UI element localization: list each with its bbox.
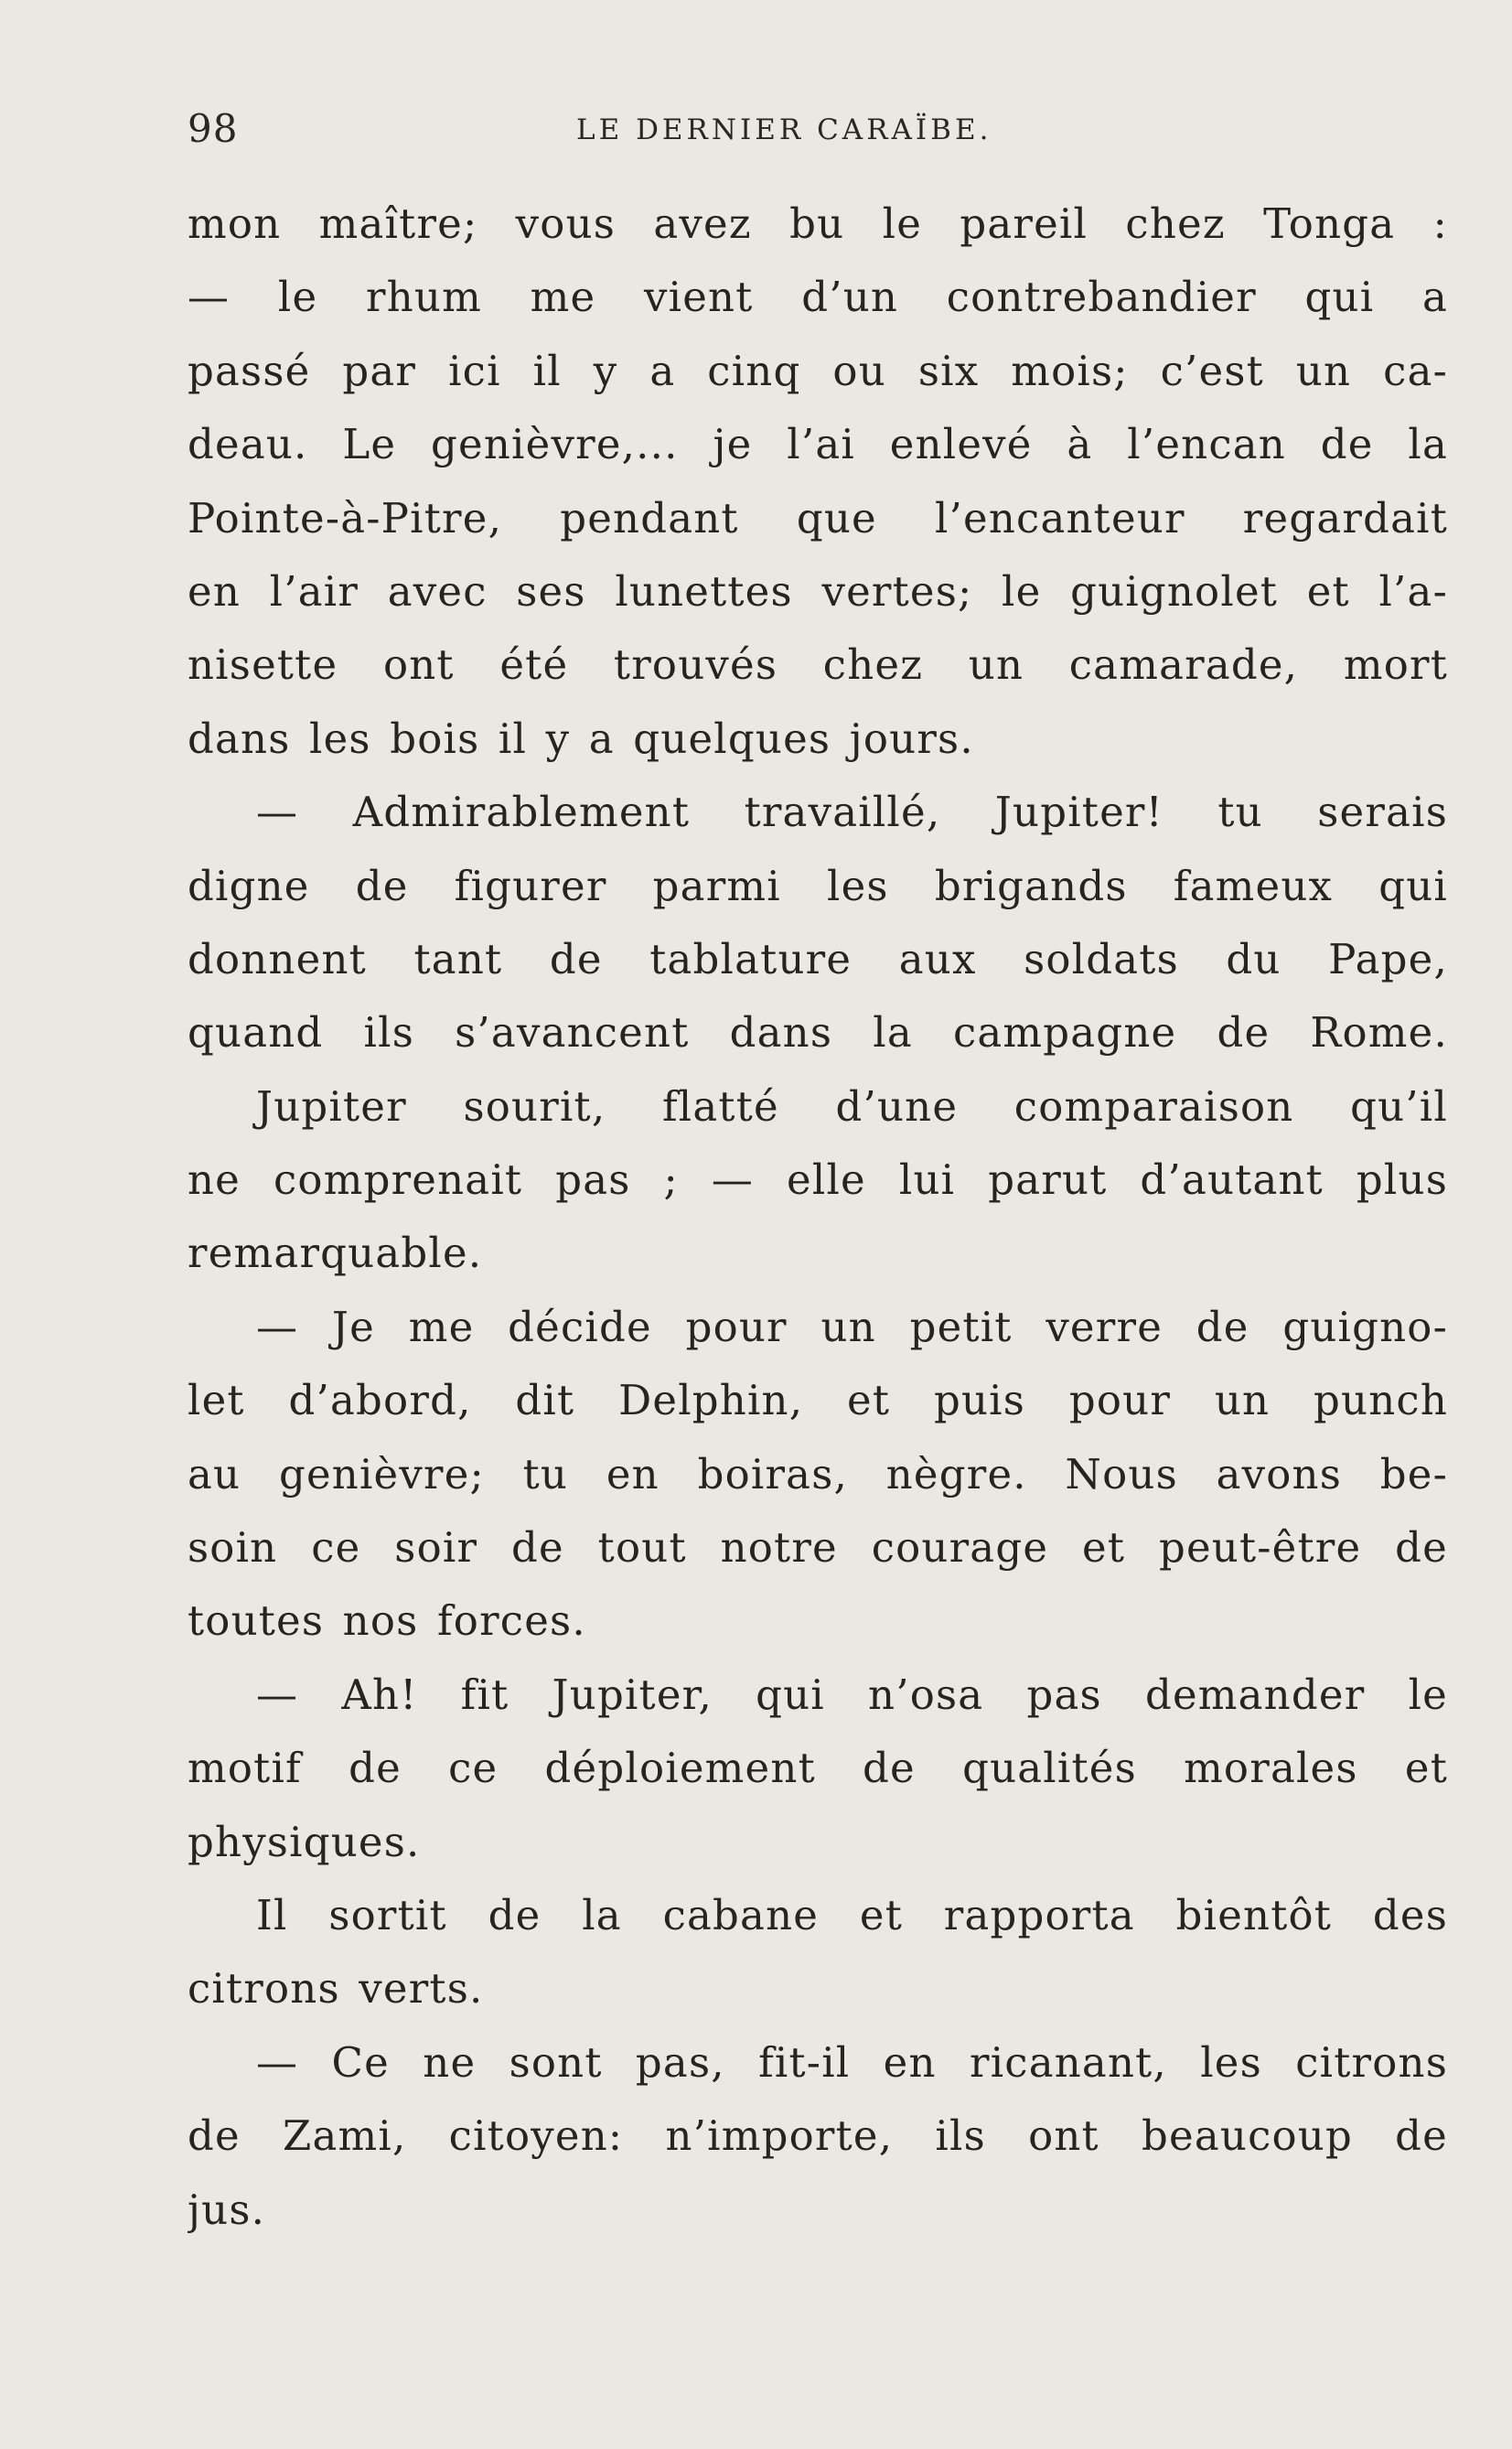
page-number: 98 [188, 106, 239, 151]
text-line: physiques. [188, 1817, 421, 1866]
running-title: LE DERNIER CARAÏBE. [576, 113, 992, 146]
text-line: dans les bois il y a quelques jours. [188, 714, 974, 763]
text-line: — Ah! fit Jupiter, qui n’osa pas demander le [256, 1670, 1448, 1719]
text-line: Il sortit de la cabane et rapporta bientôt des [256, 1890, 1448, 1939]
text-line: mon maître; vous avez bu le pareil chez Tonga : [188, 199, 1448, 248]
text-line: — le rhum me vient d’un contrebandier qui a [188, 273, 1448, 322]
text-line: motif de ce déploiement de qualités morales et [188, 1744, 1448, 1793]
text-line: toutes nos forces. [188, 1596, 586, 1646]
text-line: au genièvre; tu en boiras, nègre. Nous avons be- [188, 1449, 1448, 1498]
text-line: deau. Le genièvre,... je l’ai enlevé à l’encan de la [188, 420, 1448, 469]
text-line: — Je me décide pour un petit verre de guigno- [256, 1302, 1448, 1351]
page-header [188, 106, 1450, 161]
text-line: Pointe-à-Pitre, pendant que l’encanteur regardait [188, 493, 1448, 542]
text-line: Jupiter sourit, flatté d’une comparaison qu’il [256, 1081, 1448, 1131]
text-line: de Zami, citoyen: n’importe, ils ont beaucoup de [188, 2111, 1448, 2161]
text-line: donnent tant de tablature aux soldats du Pape, [188, 934, 1448, 983]
text-line: let d’abord, dit Delphin, et puis pour un punch [188, 1376, 1448, 1425]
text-line: quand ils s’avancent dans la campagne de Rome. [188, 1008, 1448, 1058]
text-line: citrons verts. [188, 1964, 484, 2014]
text-line: ne comprenait pas ; — elle lui parut d’autant plus [188, 1155, 1448, 1205]
text-line: nisette ont été trouvés chez un camarade, mort [188, 640, 1448, 690]
text-line: — Admirablement travaillé, Jupiter! tu serais [256, 788, 1448, 837]
body-text [188, 188, 1448, 2247]
text-line: remarquable. [188, 1229, 483, 1278]
text-line: en l’air avec ses lunettes vertes; le guignolet et l’a- [188, 566, 1448, 616]
text-line: digne de figurer parmi les brigands fameux qui [188, 861, 1448, 910]
text-line: passé par ici il y a cinq ou six mois; c’est un ca- [188, 346, 1448, 395]
text-line: jus. [188, 2185, 266, 2234]
text-line: soin ce soir de tout notre courage et peut-être de [188, 1523, 1448, 1573]
text-line: — Ce ne sont pas, fit-il en ricanant, les citrons [256, 2037, 1448, 2087]
